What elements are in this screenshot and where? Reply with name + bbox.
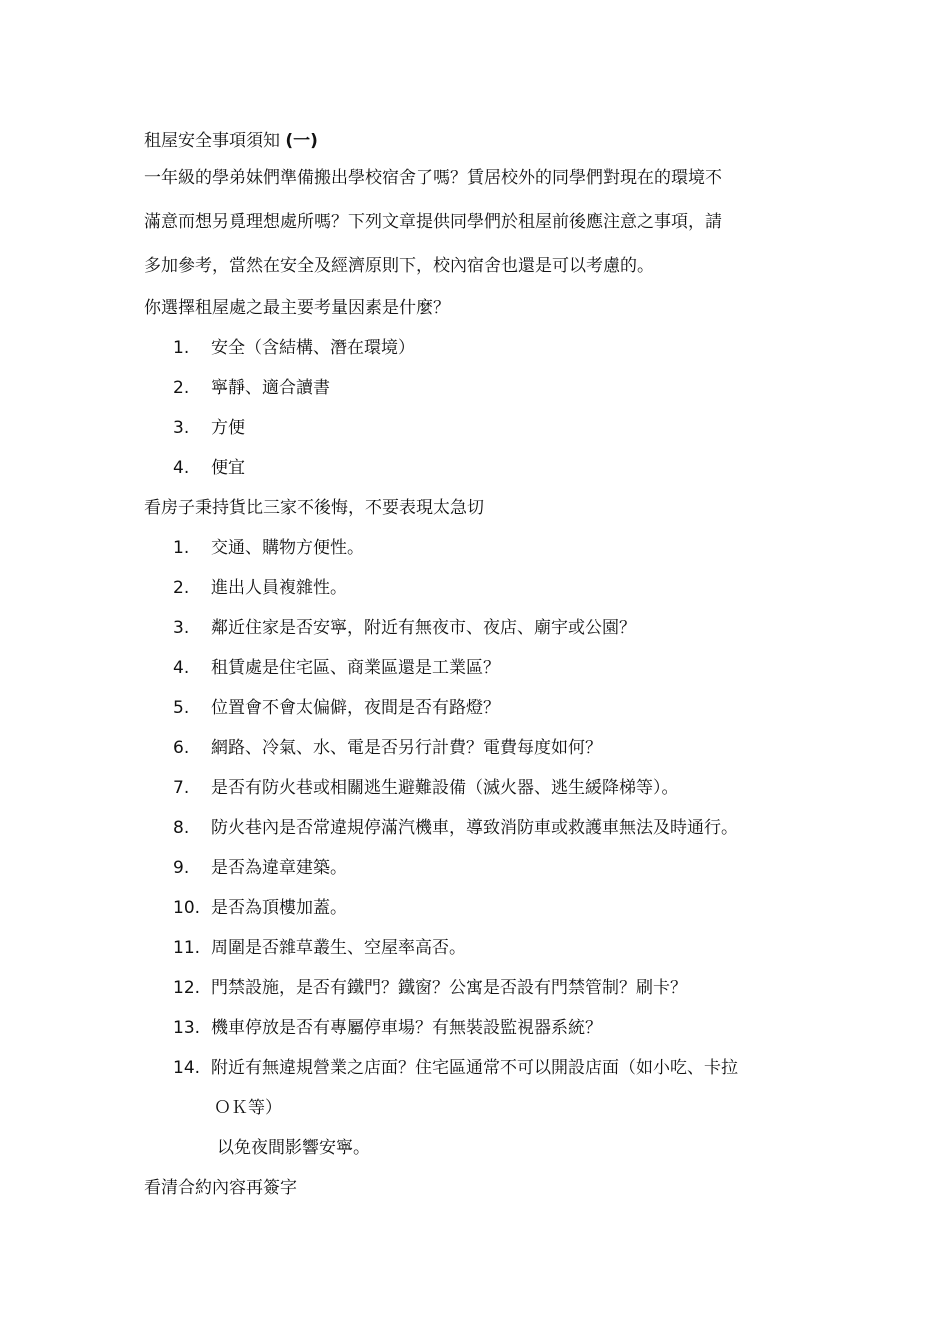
list-item-text: 網路、冷氣、水、電是否另行計費？電費每度如何？ [211,738,602,758]
list-item-number: 13. [173,1018,201,1038]
list-item-continuation [144,1088,814,1128]
list-item-number: 4. [173,658,190,678]
list-item-text: 門禁設施，是否有鐵門？鐵窗？公寓是否設有門禁管制？刷卡？ [211,978,687,998]
title-main: 租屋安全事項須知 [144,131,286,151]
list-item [144,368,814,408]
list-item-number: 6. [173,738,190,758]
list-item [144,768,814,808]
list-item [144,328,814,368]
list-item-number: 11. [173,938,201,958]
list-item-number: 1. [173,338,190,358]
list-item-number: 2. [173,378,190,398]
list-item-number: 2. [173,578,190,598]
section1-heading: 你選擇租屋處之最主要考量因素是什麼？ [144,298,450,318]
list-item-number: 5. [173,698,190,718]
list-item [144,608,814,648]
list-item-text: 機車停放是否有專屬停車場？有無裝設監視器系統？ [211,1018,602,1038]
list-item-text: 便宜 [211,458,245,478]
list-item-number: 8. [173,818,190,838]
section1-list [144,328,814,488]
list-item [144,1048,814,1088]
list-item-text: 是否為頂樓加蓋。 [211,898,347,918]
section2-heading: 看房子秉持貨比三家不後悔，不要表現太急切 [144,498,484,518]
list-item-text: 是否為違章建築。 [211,858,347,878]
list-item-text: 安全（含結構、潛在環境） [211,338,415,358]
list-item-continuation-text: ＯＫ等） [214,1098,282,1118]
list-item-number: 7. [173,778,190,798]
list-item-text: 租賃處是住宅區、商業區還是工業區？ [211,658,500,678]
page-title [144,126,814,156]
intro-line: 多加參考，當然在安全及經濟原則下，校內宿舍也還是可以考慮的。 [144,256,654,276]
list-item [144,528,814,568]
list-item-text: 進出人員複雜性。 [211,578,347,598]
list-item-text: 附近有無違規營業之店面？住宅區通常不可以開設店面（如小吃、卡拉 [211,1058,738,1078]
list-item-text: 是否有防火巷或相關逃生避難設備（滅火器、逃生緩降梯等）。 [211,778,679,798]
list-item [144,848,814,888]
list-item-number: 4. [173,458,190,478]
list-item-text: 防火巷內是否常違規停滿汽機車，導致消防車或救護車無法及時通行。 [211,818,738,838]
list-item [144,928,814,968]
list-item-number: 3. [173,418,190,438]
list-item-number: 10. [173,898,201,918]
intro-line: 一年級的學弟妹們準備搬出學校宿舍了嗎？賃居校外的同學們對現在的環境不 [144,168,722,188]
list-item [144,568,814,608]
document-page [144,126,814,1208]
list-item [144,1008,814,1048]
list-item-number: 12. [173,978,201,998]
list-item-number: 1. [173,538,190,558]
list-item [144,448,814,488]
list-item-text: 周圍是否雜草叢生、空屋率高否。 [211,938,466,958]
list-item [144,888,814,928]
list-item-text: 方便 [211,418,245,438]
section2-list [144,528,814,1168]
list-item-number: 14. [173,1058,201,1078]
list-item [144,728,814,768]
list-item [144,408,814,448]
list-item-number: 9. [173,858,190,878]
list-item [144,688,814,728]
list-item [144,648,814,688]
list-item-text: 交通、購物方便性。 [211,538,364,558]
list-item-text: 位置會不會太偏僻，夜間是否有路燈？ [211,698,500,718]
list-item-continuation [144,1128,814,1168]
list-item [144,968,814,1008]
intro-paragraph [144,156,814,288]
list-item-text: 寧靜、適合讀書 [211,378,330,398]
list-item [144,808,814,848]
list-item-number: 3. [173,618,190,638]
list-item-text: 鄰近住家是否安寧，附近有無夜市、夜店、廟宇或公園？ [211,618,636,638]
intro-line: 滿意而想另覓理想處所嗎？下列文章提供同學們於租屋前後應注意之事項，請 [144,212,722,232]
section3-heading: 看清合約內容再簽字 [144,1178,297,1198]
title-paren: (一) [285,131,318,151]
list-item-continuation-text: 以免夜間影響安寧。 [217,1138,370,1158]
